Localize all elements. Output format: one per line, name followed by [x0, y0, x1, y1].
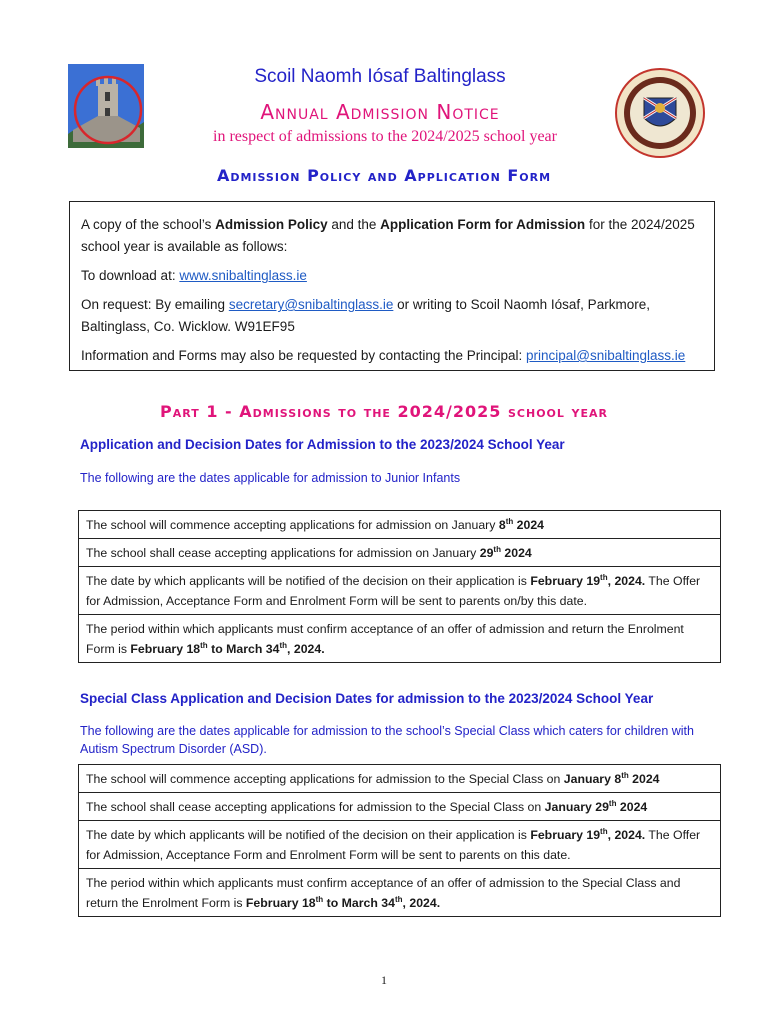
table-row: The period within which applicants must confirm acceptance of an offer of admission and return the Enrolment Form is February 18th to March 34th, 2024.	[79, 615, 721, 663]
table-row: The period within which applicants must confirm acceptance of an offer of admission to the Special Class and return the Enrolment Form is February 18th to March 34th, 2024.	[79, 869, 721, 917]
section1-heading: Application and Decision Dates for Admission to the 2023/2024 School Year	[80, 437, 565, 452]
info-principal: Information and Forms may also be requested by contacting the Principal: principal@snibaltinglass.ie	[81, 348, 686, 363]
part1-title: Part 1 - Admissions to the 2024/2025 school year	[160, 402, 608, 421]
table-row: The school shall cease accepting applications for admission to the Special Class on January 29th 2024	[79, 793, 721, 821]
table-row: The date by which applicants will be notified of the decision on their application is February 19th, 2024. The Offer for Admission, Acceptance Form and Enrolment Form will be sent to parents on/by this date.	[79, 567, 721, 615]
info-box	[69, 201, 715, 371]
table-row: The school will commence accepting applications for admission on January 8th 2024	[79, 511, 721, 539]
junior-infants-dates-table	[78, 510, 721, 663]
school-name: Scoil Naomh Iósaf Baltinglass	[254, 66, 506, 87]
info-availability: A copy of the school’s Admission Policy and the Application Form for Admission for the 2024/2025 school year is available as follows:	[81, 217, 695, 254]
principal-email-link[interactable]: principal@snibaltinglass.ie	[525, 348, 686, 363]
table-row: The school will commence accepting applications for admission to the Special Class on January 8th 2024	[79, 765, 721, 793]
section2-heading: Special Class Application and Decision Dates for admission to the 2023/2024 School Year	[80, 691, 654, 706]
notice-subtitle: in respect of admissions to the 2024/2025 school year	[213, 128, 557, 145]
section2-subheading: The following are the dates applicable for admission to the school’s Special Class which caters for children with Autism Spectrum Disorder (ASD).	[80, 724, 694, 756]
website-link[interactable]: www.snibaltinglass.ie	[179, 268, 307, 283]
special-class-dates-table	[78, 764, 721, 917]
table-row: The school shall cease accepting applications for admission on January 29th 2024	[79, 539, 721, 567]
secretary-email-link[interactable]: secretary@snibaltinglass.ie	[228, 297, 394, 312]
notice-title: Annual Admission Notice	[260, 100, 500, 124]
page-number: 1	[381, 973, 387, 987]
table-row: The date by which applicants will be notified of the decision on their application is February 19th, 2024. The Offer for Admission, Acceptance Form and Enrolment Form will be sent to parents on this date.	[79, 821, 721, 869]
info-download: To download at: www.snibaltinglass.ie	[81, 268, 307, 283]
section1-subheading: The following are the dates applicable for admission to Junior Infants	[80, 471, 461, 485]
policy-title: Admission Policy and Application Form	[216, 166, 552, 185]
info-request: On request: By emailing secretary@snibaltinglass.ie or writing to Scoil Naomh Iósaf, Parkmore, Baltinglass, Co. Wicklow. W91EF95	[81, 297, 650, 334]
